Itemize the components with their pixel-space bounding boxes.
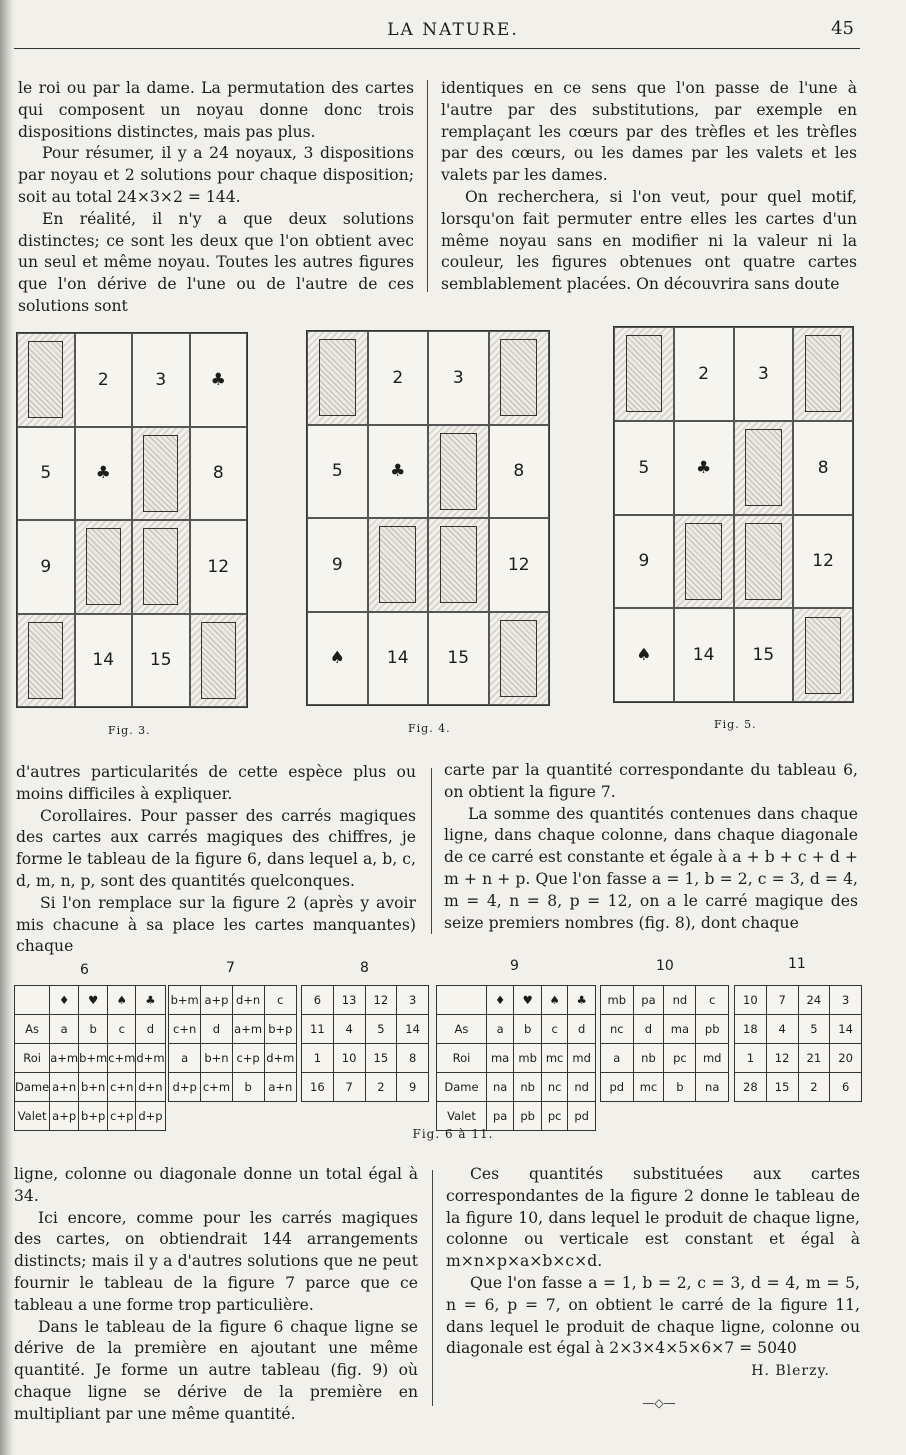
paragraph: La somme des quantités contenues dans chaque ligne, dans chaque colonne, dans chaque diagonale de ce carré est constante et égale à a + b + c + d + m + n + p. Que l'on fasse a = 1, b = 2, c = 3, d = 4, m = 4, n = 8, p = 12, on a le carré magique des seize premiers nombres (fig. 8), dont chaque — [444, 804, 858, 932]
header-rule — [14, 48, 860, 49]
table-cell: a — [486, 1015, 513, 1044]
card-figure-image — [201, 622, 236, 699]
table-row — [302, 1015, 429, 1044]
card-cell: ♣ — [190, 333, 248, 427]
tables-caption: Fig. 6 à 11. — [412, 1127, 494, 1141]
table-cell: md — [568, 1044, 596, 1073]
table-cell: d — [201, 1015, 232, 1044]
table-cell: 16 — [302, 1073, 334, 1102]
table-cell: b+m — [169, 986, 201, 1015]
table-row — [735, 1073, 862, 1102]
table-row — [169, 1044, 297, 1073]
table-row — [437, 1073, 596, 1102]
card-figure-image — [319, 339, 356, 416]
table-cell: a+p — [201, 986, 232, 1015]
card-figure-image — [440, 433, 477, 510]
table-cell: mb — [514, 1044, 542, 1073]
table-cell: na — [486, 1073, 513, 1102]
table-row — [302, 986, 429, 1015]
table-cell: d — [136, 1015, 165, 1044]
table-cell: Dame — [15, 1073, 50, 1102]
table-row — [169, 1073, 297, 1102]
table-row — [601, 1073, 729, 1102]
table-cell — [15, 986, 50, 1015]
table-cell: b+p — [79, 1102, 108, 1131]
court-card-illustration — [307, 331, 368, 425]
card-figure-image — [805, 617, 842, 694]
bottom-left-column — [14, 1164, 418, 1426]
paragraph: On recherchera, si l'on veut, pour quel motif, lorsqu'on fait permuter entre elles les cartes d'un même noyau sans en modifier ni la valeur ni la couleur, les figures obtenues ont quatre cartes semblablement placées. On découvrira sans doute — [441, 187, 857, 294]
table-cell: 8 — [397, 1044, 429, 1073]
card-cell: 15 — [734, 608, 794, 702]
table-row — [735, 986, 862, 1015]
table-row — [601, 1015, 729, 1044]
table-cell: b+m — [79, 1044, 108, 1073]
table-cell: 2 — [798, 1073, 830, 1102]
table-cell: d — [568, 1015, 596, 1044]
table-cell: a — [169, 1044, 201, 1073]
table-cell: 28 — [735, 1073, 767, 1102]
court-card-illustration — [489, 612, 550, 706]
table-cell: d — [633, 1015, 664, 1044]
figure-5-caption: Fig. 5. — [714, 718, 757, 731]
card-figure-image — [685, 523, 722, 600]
table-cell: 10 — [735, 986, 767, 1015]
figure-4-caption: Fig. 4. — [408, 722, 451, 735]
column-divider — [427, 80, 428, 292]
table-cell: ♥ — [514, 986, 542, 1015]
court-card-illustration — [132, 427, 190, 521]
table-cell: As — [437, 1015, 487, 1044]
table-row — [15, 986, 166, 1015]
table-cell: 13 — [333, 986, 365, 1015]
table-cell: 6 — [302, 986, 334, 1015]
bottom-right-column — [446, 1164, 860, 1383]
table-6-number: 6 — [80, 962, 89, 978]
table-cell: a+n — [50, 1073, 79, 1102]
table-row — [15, 1015, 166, 1044]
table-row — [302, 1073, 429, 1102]
table-cell: a+m — [50, 1044, 79, 1073]
journal-title: LA NATURE. — [387, 20, 519, 40]
table-7 — [168, 985, 297, 1102]
card-cell: 12 — [489, 518, 550, 612]
top-right-column — [441, 78, 857, 296]
table-cell: ♥ — [79, 986, 108, 1015]
table-cell: 15 — [766, 1073, 798, 1102]
card-cell: ♣ — [368, 425, 429, 519]
table-row — [601, 1044, 729, 1073]
table-11-number: 11 — [788, 956, 806, 972]
card-cell: 2 — [75, 333, 133, 427]
table-cell: 4 — [766, 1015, 798, 1044]
table-cell: a — [601, 1044, 634, 1073]
card-figure-image — [745, 523, 782, 600]
paragraph: le roi ou par la dame. La permutation des cartes qui composent un noyau donne donc trois dispositions distinctes, mais pas plus. — [18, 79, 414, 141]
paragraph: Si l'on remplace sur la figure 2 (après y avoir mis chacune à sa place les cartes manquantes) chaque — [16, 893, 416, 956]
table-cell: pb — [696, 1015, 729, 1044]
table-cell: Valet — [437, 1102, 487, 1131]
card-cell: 5 — [307, 425, 368, 519]
table-row — [15, 1073, 166, 1102]
end-ornament: —◇— — [642, 1396, 676, 1410]
table-cell: c+p — [232, 1044, 264, 1073]
court-card-illustration — [17, 333, 75, 427]
paragraph: ligne, colonne ou diagonale donne un total égal à 34. — [14, 1165, 418, 1205]
table-cell: 10 — [333, 1044, 365, 1073]
table-cell: md — [696, 1044, 729, 1073]
card-figure-image — [379, 526, 416, 603]
table-cell: Dame — [437, 1073, 487, 1102]
table-cell: b+n — [79, 1073, 108, 1102]
card-figure-image — [143, 435, 178, 512]
table-cell: 12 — [766, 1044, 798, 1073]
card-cell: 15 — [132, 614, 190, 708]
table-cell: 14 — [830, 1015, 862, 1044]
table-cell: pb — [514, 1102, 542, 1131]
table-7-number: 7 — [226, 960, 235, 976]
table-row — [735, 1015, 862, 1044]
paragraph: Corollaires. Pour passer des carrés magiques des cartes aux carrés magiques des chiffres, je forme le tableau de la figure 6, dans lequel a, b, c, d, m, n, p, sont des quantités quelconques. — [16, 806, 416, 890]
court-card-illustration — [793, 608, 853, 702]
paragraph: Que l'on fasse a = 1, b = 2, c = 3, d = 4, m = 5, n = 6, p = 7, on obtient le carré de la figure 11, dans lequel le produit de chaque ligne, colonne ou diagonale est égal à 2×3×4×5×6×7 = 5040 — [446, 1273, 860, 1358]
table-cell: c+m — [201, 1073, 232, 1102]
table-row — [302, 1044, 429, 1073]
card-figure-image — [500, 620, 537, 697]
table-cell: 14 — [397, 1015, 429, 1044]
court-card-illustration — [368, 518, 429, 612]
table-cell: nc — [541, 1073, 567, 1102]
table-cell: c — [696, 986, 729, 1015]
card-cell: 14 — [368, 612, 429, 706]
table-cell: 12 — [365, 986, 397, 1015]
table-cell: d+p — [136, 1102, 165, 1131]
card-cell: ♠ — [614, 608, 674, 702]
court-card-illustration — [75, 520, 133, 614]
table-cell: pa — [486, 1102, 513, 1131]
table-row — [437, 1044, 596, 1073]
table-cell: c — [264, 986, 296, 1015]
table-cell: 5 — [365, 1015, 397, 1044]
table-cell: d+m — [264, 1044, 296, 1073]
table-cell: a+p — [50, 1102, 79, 1131]
table-10 — [600, 985, 729, 1102]
table-cell: c — [108, 1015, 136, 1044]
table-cell: nc — [601, 1015, 634, 1044]
table-cell: na — [696, 1073, 729, 1102]
court-card-illustration — [489, 331, 550, 425]
court-card-illustration — [614, 327, 674, 421]
figure-5-card-square — [613, 326, 854, 703]
court-card-illustration — [190, 614, 248, 708]
court-card-illustration — [428, 425, 489, 519]
card-cell: 8 — [489, 425, 550, 519]
card-cell: 9 — [17, 520, 75, 614]
table-cell: 2 — [365, 1073, 397, 1102]
table-cell: ♠ — [108, 986, 136, 1015]
table-row — [437, 986, 596, 1015]
table-cell: 20 — [830, 1044, 862, 1073]
table-cell: b — [514, 1015, 542, 1044]
table-11 — [734, 985, 862, 1102]
table-cell: 4 — [333, 1015, 365, 1044]
card-figure-image — [28, 341, 63, 418]
table-cell: 21 — [798, 1044, 830, 1073]
table-cell: b+p — [264, 1015, 296, 1044]
table-row — [169, 1015, 297, 1044]
card-cell: 14 — [75, 614, 133, 708]
table-8-number: 8 — [360, 960, 369, 976]
table-cell: 5 — [798, 1015, 830, 1044]
court-card-illustration — [793, 327, 853, 421]
table-cell: nd — [664, 986, 696, 1015]
table-cell: 3 — [830, 986, 862, 1015]
top-left-column — [18, 78, 414, 318]
figure-4-card-square — [306, 330, 550, 706]
card-figure-image — [805, 335, 842, 412]
table-cell: 1 — [302, 1044, 334, 1073]
page-header — [0, 18, 906, 48]
card-cell: 3 — [734, 327, 794, 421]
card-cell: ♣ — [674, 421, 734, 515]
table-cell: As — [15, 1015, 50, 1044]
court-card-illustration — [428, 518, 489, 612]
table-cell: b — [664, 1073, 696, 1102]
table-cell: d+m — [136, 1044, 165, 1073]
card-cell: ♠ — [307, 612, 368, 706]
paragraph: Ces quantités substituées aux cartes correspondantes de la figure 2 donne le tableau de la figure 10, dans lequel le produit de chaque ligne, colonne ou verticale est constant et égal à m×n×p×a×b×c×d. — [446, 1165, 860, 1271]
table-cell: ma — [486, 1044, 513, 1073]
table-cell: b — [79, 1015, 108, 1044]
table-cell: pd — [601, 1073, 634, 1102]
table-cell: pc — [541, 1102, 567, 1131]
table-cell: ♣ — [568, 986, 596, 1015]
table-cell: 24 — [798, 986, 830, 1015]
column-divider — [432, 1170, 433, 1406]
table-cell: 11 — [302, 1015, 334, 1044]
table-9 — [436, 985, 596, 1131]
table-cell: 1 — [735, 1044, 767, 1073]
card-cell: 5 — [17, 427, 75, 521]
card-figure-image — [440, 526, 477, 603]
card-cell: 14 — [674, 608, 734, 702]
table-cell: 6 — [830, 1073, 862, 1102]
table-cell: c+m — [108, 1044, 136, 1073]
table-cell: 15 — [365, 1044, 397, 1073]
card-figure-image — [745, 429, 782, 506]
card-figure-image — [86, 528, 121, 605]
table-cell: nd — [568, 1073, 596, 1102]
table-cell: ♠ — [541, 986, 567, 1015]
paragraph: Dans le tableau de la figure 6 chaque ligne se dérive de la première en ajoutant une même quantité. Je forme un autre tableau (fig. 9) où chaque ligne se dérive de la première en multipliant par une même quantité. — [14, 1317, 418, 1423]
table-cell: Roi — [437, 1044, 487, 1073]
card-cell: 8 — [190, 427, 248, 521]
table-cell: pd — [568, 1102, 596, 1131]
scan-edge-shadow — [0, 0, 14, 1455]
card-cell: ♣ — [75, 427, 133, 521]
court-card-illustration — [132, 520, 190, 614]
card-cell: 3 — [132, 333, 190, 427]
table-row — [169, 986, 297, 1015]
table-cell: ♣ — [136, 986, 165, 1015]
card-cell: 9 — [614, 515, 674, 609]
author-signature: H. Blerzy. — [751, 1363, 830, 1380]
table-cell: c — [541, 1015, 567, 1044]
table-cell: mb — [601, 986, 634, 1015]
table-cell: b+n — [201, 1044, 232, 1073]
table-6 — [14, 985, 166, 1131]
figure-3-card-square — [16, 332, 248, 708]
table-cell: c+p — [108, 1102, 136, 1131]
table-cell: Roi — [15, 1044, 50, 1073]
table-cell — [437, 986, 487, 1015]
table-9-number: 9 — [510, 958, 519, 974]
table-cell: mc — [541, 1044, 567, 1073]
court-card-illustration — [674, 515, 734, 609]
figure-3-caption: Fig. 3. — [108, 724, 151, 737]
table-cell: 7 — [333, 1073, 365, 1102]
middle-right-column — [444, 760, 858, 934]
table-cell: c+n — [108, 1073, 136, 1102]
card-figure-image — [500, 339, 537, 416]
table-cell: d+p — [169, 1073, 201, 1102]
table-cell: pc — [664, 1044, 696, 1073]
card-figure-image — [626, 335, 663, 412]
card-figure-image — [143, 528, 178, 605]
table-10-number: 10 — [656, 958, 674, 974]
page-number: 45 — [831, 18, 854, 39]
card-cell: 12 — [793, 515, 853, 609]
card-cell: 5 — [614, 421, 674, 515]
card-cell: 2 — [674, 327, 734, 421]
paragraph: Pour résumer, il y a 24 noyaux, 3 dispositions par noyau et 2 solutions pour chaque disposition; soit au total 24×3×2 = 144. — [18, 144, 414, 206]
table-cell: a+n — [264, 1073, 296, 1102]
card-cell: 15 — [428, 612, 489, 706]
card-cell: 2 — [368, 331, 429, 425]
court-card-illustration — [734, 421, 794, 515]
table-cell: pa — [633, 986, 664, 1015]
card-cell: 8 — [793, 421, 853, 515]
table-cell: a+m — [232, 1015, 264, 1044]
court-card-illustration — [734, 515, 794, 609]
table-cell: ♦ — [50, 986, 79, 1015]
paragraph: En réalité, il n'y a que deux solutions distinctes; ce sont les deux que l'on obtient avec un seul et même noyau. Toutes les autres figures que l'on dérive de l'une ou de l'autre de ces solutions sont — [18, 209, 414, 315]
table-cell: c+n — [169, 1015, 201, 1044]
paragraph: d'autres particularités de cette espèce plus ou moins difficiles à expliquer. — [16, 763, 416, 803]
table-cell: ma — [664, 1015, 696, 1044]
table-cell: d+n — [136, 1073, 165, 1102]
card-cell: 3 — [428, 331, 489, 425]
column-divider — [431, 768, 432, 934]
table-cell: 7 — [766, 986, 798, 1015]
card-figure-image — [28, 622, 63, 699]
paragraph: Ici encore, comme pour les carrés magiques des cartes, on obtiendrait 144 arrangements distincts; mais il y a d'autres solutions que ne peut fournir le tableau de la figure 7 parce que ce tableau a une forme trop particulière. — [14, 1208, 418, 1314]
table-cell: mc — [633, 1073, 664, 1102]
table-cell: a — [50, 1015, 79, 1044]
table-cell: b — [232, 1073, 264, 1102]
table-row — [15, 1044, 166, 1073]
table-cell: d+n — [232, 986, 264, 1015]
table-row — [735, 1044, 862, 1073]
table-cell: 18 — [735, 1015, 767, 1044]
table-cell: nb — [514, 1073, 542, 1102]
card-cell: 12 — [190, 520, 248, 614]
table-8 — [301, 985, 429, 1102]
middle-left-column — [16, 762, 416, 958]
paragraph: identiques en ce sens que l'on passe de l'une à l'autre par des substitutions, par exemple en remplaçant les cœurs par des trèfles et les trèfles par des cœurs, ou les dames par les valets et les valets par les dames. — [441, 79, 857, 185]
table-cell: ♦ — [486, 986, 513, 1015]
table-cell: 9 — [397, 1073, 429, 1102]
court-card-illustration — [17, 614, 75, 708]
table-cell: 3 — [397, 986, 429, 1015]
table-cell: Valet — [15, 1102, 50, 1131]
card-cell: 9 — [307, 518, 368, 612]
table-cell: nb — [633, 1044, 664, 1073]
paragraph: carte par la quantité correspondante du tableau 6, on obtient la figure 7. — [444, 761, 858, 801]
table-row — [437, 1015, 596, 1044]
table-row — [601, 986, 729, 1015]
